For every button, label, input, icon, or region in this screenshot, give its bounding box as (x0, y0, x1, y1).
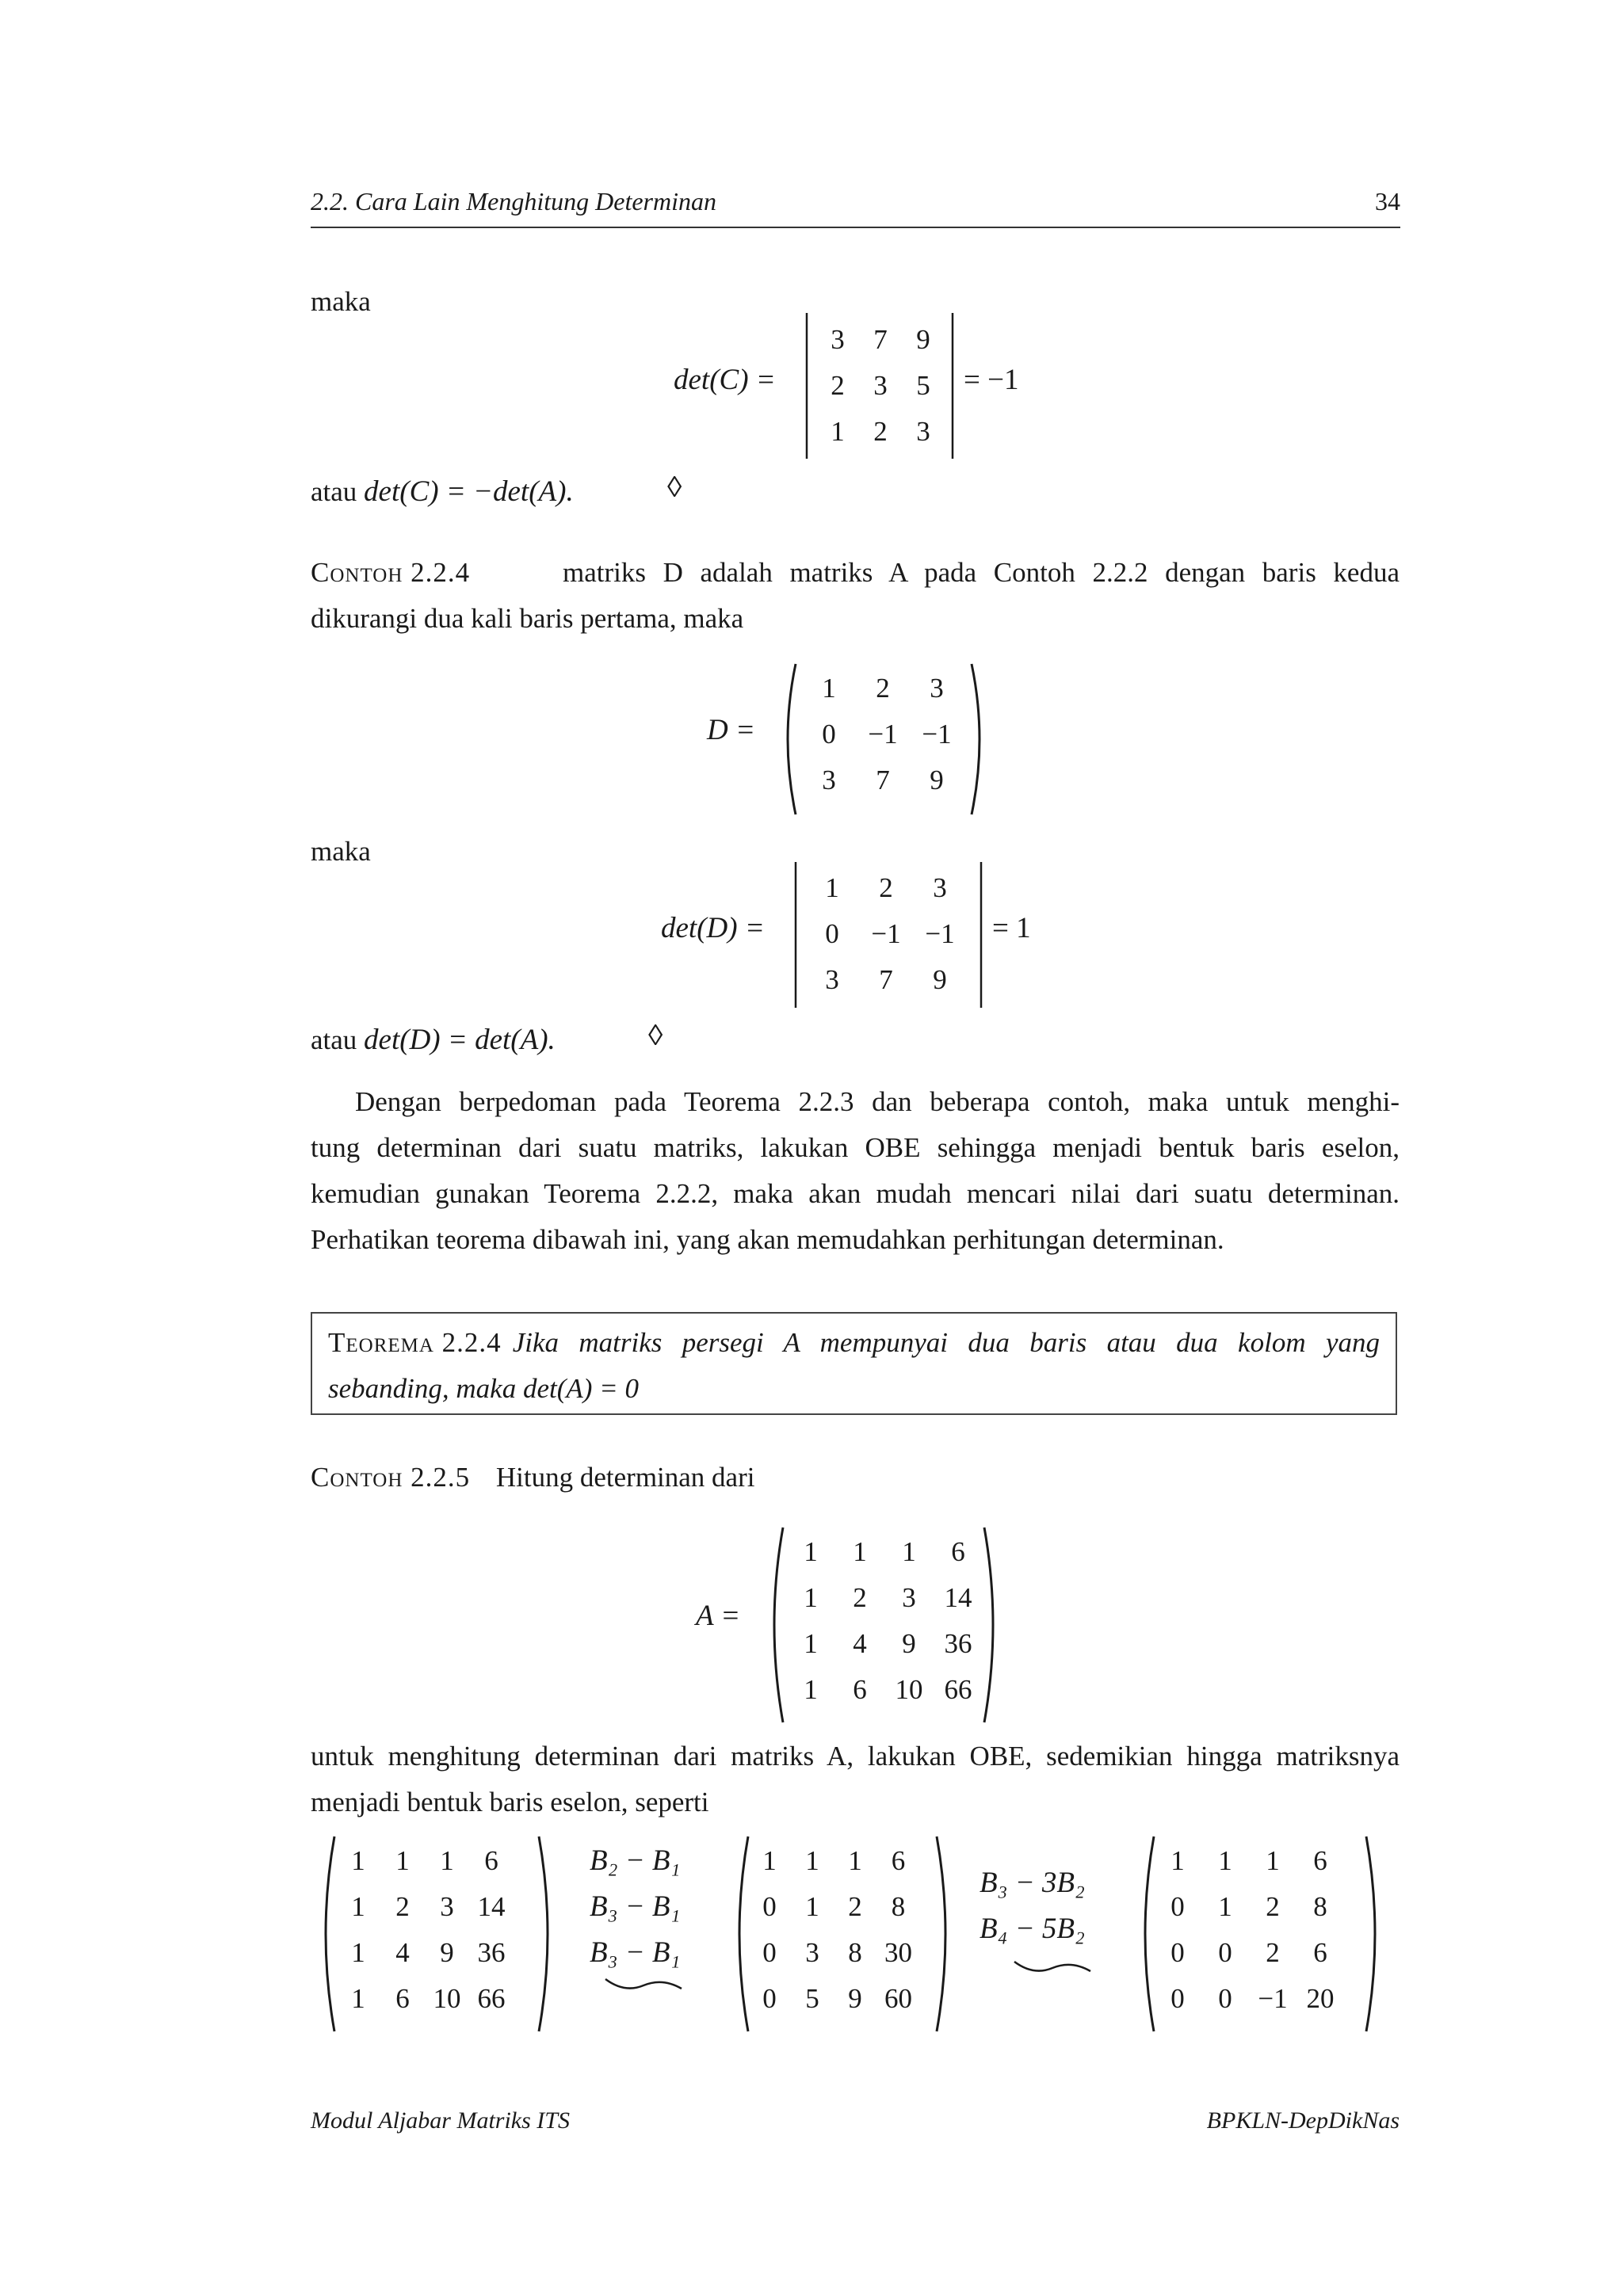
matrix-row (748, 1884, 920, 1930)
matrix-cell: 60 (884, 1983, 912, 2014)
det-c-lhs: det(C) = (674, 364, 776, 396)
matrix-cell: 6 (395, 1983, 410, 2014)
matrix-cell: 5 (916, 370, 930, 401)
matrix-cell: 1 (1266, 1845, 1280, 1876)
matrix-row (805, 911, 967, 957)
matrix-cell: 1 (805, 1891, 819, 1922)
matrix-cell: 1 (848, 1845, 862, 1876)
diamond-d: ◊ (648, 1020, 663, 1052)
matrix-cell: 9 (440, 1937, 454, 1968)
matrix-det-d (805, 865, 967, 1003)
obe-arrow-2 (1011, 1955, 1095, 1979)
matrix-cell: 6 (951, 1536, 965, 1567)
matrix-cell: 36 (944, 1628, 972, 1659)
matrix-cell: −1 (922, 719, 952, 749)
obe-matrix-2 (748, 1838, 920, 2022)
obe-op-2-1: B₃ − 3B₂ (980, 1867, 1085, 1899)
matrix-cell: 1 (902, 1536, 916, 1567)
matrix-cell: 8 (1313, 1891, 1327, 1922)
obe-text-1: untuk menghitung determinan dari matriks A, lakukan OBE, sedemikian hingga matriksnya (311, 1741, 1400, 1772)
contoh-224-line1: matriks D adalah matriks A pada Contoh 2.2.2 dengan baris kedua (563, 557, 1400, 588)
matrix-cell: 2 (1266, 1891, 1280, 1922)
matrix-row (336, 1838, 514, 1884)
matrix-cell: 6 (484, 1845, 498, 1876)
conclusion-d (311, 1017, 556, 1063)
matrix-cell: 1 (351, 1845, 365, 1876)
matrix-cell: 14 (944, 1582, 972, 1613)
matrix-row (786, 1667, 983, 1713)
matrix-cell: 1 (822, 673, 836, 704)
matrix-row (802, 666, 964, 711)
matrix-cell: 7 (876, 765, 890, 795)
matrix-cell: −1 (925, 918, 955, 949)
maka-2: maka (311, 836, 371, 867)
matrix-cell: 3 (440, 1891, 454, 1922)
matrix-cell: 1 (351, 1937, 365, 1968)
matrix-cell: 0 (822, 719, 836, 749)
matrix-cell: 1 (1218, 1891, 1232, 1922)
matrix-cell: 2 (853, 1582, 867, 1613)
matrix-cell: 3 (831, 324, 845, 355)
matrix-cell: 1 (762, 1845, 777, 1876)
teorema-box (311, 1312, 1397, 1415)
matrix-cell: 3 (825, 964, 839, 995)
matrix-row (748, 1930, 920, 1976)
matrix-cell: 1 (351, 1891, 365, 1922)
matrix-cell: 9 (848, 1983, 862, 2014)
matrix-cell: 3 (873, 370, 888, 401)
matrix-cell: 3 (805, 1937, 819, 1968)
matrix-cell: 0 (1218, 1937, 1232, 1968)
contoh-224-line2: dikurangi dua kali baris pertama, maka (311, 603, 744, 634)
section-title: 2.2. Cara Lain Menghitung Determinan (311, 187, 716, 215)
contoh-225-label: Contoh 2.2.5 (311, 1462, 471, 1493)
obe-op-1-2: B₃ − B₁ (590, 1890, 681, 1923)
matrix-cell: −1 (868, 719, 898, 749)
matrix-cell: 7 (879, 964, 893, 995)
conclusion-c-math: det(C) = −det(A). (364, 475, 574, 508)
matrix-row (802, 711, 964, 757)
matrix-cell: 6 (1313, 1937, 1327, 1968)
footer-right: BPKLN-DepDikNas (1206, 2107, 1400, 2134)
paragraph-line-4: Perhatikan teorema dibawah ini, yang akan memudahkan perhitungan determinan. (311, 1224, 1224, 1255)
matrix-cell: 9 (930, 765, 944, 795)
matrix-row (816, 363, 945, 409)
obe-op-2-2: B₄ − 5B₂ (980, 1913, 1085, 1945)
conclusion-c-prefix: atau (311, 476, 365, 507)
matrix-cell: 0 (1170, 1891, 1185, 1922)
teorema-statement-1: Jika matriks persegi A mempunyai dua baris atau dua kolom yang (512, 1327, 1380, 1358)
matrix-cell: 1 (804, 1582, 818, 1613)
conclusion-d-math: det(D) = det(A). (364, 1024, 556, 1056)
matrix-c (816, 317, 945, 455)
matrix-cell: 1 (395, 1845, 410, 1876)
matrix-cell: 1 (351, 1983, 365, 2014)
matrix-row (802, 757, 964, 803)
matrix-cell: 10 (433, 1983, 461, 2014)
matrix-cell: 0 (825, 918, 839, 949)
teorema-line-1 (328, 1320, 1380, 1366)
page-header (311, 187, 1400, 228)
matrix-cell: 4 (853, 1628, 867, 1659)
matrix-cell: 30 (884, 1937, 912, 1968)
footer-left: Modul Aljabar Matriks ITS (311, 2107, 570, 2134)
matrix-cell: 0 (762, 1937, 777, 1968)
matrix-d (802, 666, 964, 803)
matrix-cell: −1 (871, 918, 901, 949)
matrix-row (786, 1621, 983, 1667)
matrix-row (336, 1976, 514, 2022)
matrix-cell: 2 (848, 1891, 862, 1922)
matrix-row (1154, 1838, 1344, 1884)
matrix-cell: 2 (831, 370, 845, 401)
matrix-cell: 9 (933, 964, 947, 995)
matrix-row (816, 317, 945, 363)
matrix-cell: 3 (822, 765, 836, 795)
matrix-cell: 1 (804, 1628, 818, 1659)
matrix-cell: 8 (891, 1891, 906, 1922)
diamond-c: ◊ (667, 471, 682, 504)
matrix-cell: 3 (933, 872, 947, 903)
matrix-cell: 1 (825, 872, 839, 903)
matrix-cell: 2 (873, 416, 888, 447)
matrix-cell: 0 (1170, 1983, 1185, 2014)
obe-ops-1 (590, 1838, 680, 1976)
contoh-224-label (311, 550, 470, 596)
matrix-cell: 1 (1218, 1845, 1232, 1876)
contoh-224-label-text: Contoh 2.2.4 (311, 557, 471, 588)
det-c-rhs: = −1 (964, 364, 1019, 396)
page-number: 34 (1375, 187, 1400, 215)
det-d-rhs: = 1 (992, 912, 1031, 944)
matrix-cell: 0 (762, 1983, 777, 2014)
matrix-cell: 2 (1266, 1937, 1280, 1968)
matrix-cell: 1 (440, 1845, 454, 1876)
obe-ops-2 (980, 1860, 1085, 1952)
matrix-cell: 1 (804, 1674, 818, 1705)
matrix-cell: 2 (876, 673, 890, 704)
matrix-cell: 6 (891, 1845, 906, 1876)
matrix-cell: 6 (853, 1674, 867, 1705)
paragraph-line-1: Dengan berpedoman pada Teorema 2.2.3 dan beberapa contoh, maka untuk menghi- (355, 1086, 1400, 1117)
matrix-cell: 20 (1306, 1983, 1335, 2014)
contoh-225-text: Hitung determinan dari (495, 1462, 755, 1493)
matrix-cell: 6 (1313, 1845, 1327, 1876)
matrix-cell: 1 (853, 1536, 867, 1567)
paragraph-line-2: tung determinan dari suatu matriks, lakukan OBE sehingga menjadi bentuk baris eselon, (311, 1132, 1400, 1163)
matrix-row (816, 409, 945, 455)
matrix-cell: −1 (1258, 1983, 1288, 2014)
matrix-row (748, 1838, 920, 1884)
matrix-cell: 3 (902, 1582, 916, 1613)
matrix-cell: 66 (477, 1983, 506, 2014)
matrix-row (805, 957, 967, 1003)
matrix-cell: 66 (944, 1674, 972, 1705)
matrix-d-lhs: D = (707, 714, 755, 746)
matrix-row (336, 1884, 514, 1930)
matrix-a-lhs: A = (696, 1600, 741, 1632)
matrix-cell: 9 (902, 1628, 916, 1659)
teorema-statement-2: sebanding, maka det(A) = 0 (328, 1373, 640, 1404)
obe-op-1-3: B₃ − B₁ (590, 1936, 681, 1969)
obe-matrix-1 (336, 1838, 514, 2022)
matrix-cell: 1 (805, 1845, 819, 1876)
matrix-cell: 0 (762, 1891, 777, 1922)
teorema-label: Teorema 2.2.4 (328, 1327, 502, 1358)
matrix-cell: 9 (916, 324, 930, 355)
matrix-cell: 3 (916, 416, 930, 447)
matrix-cell: 14 (477, 1891, 506, 1922)
conclusion-c (311, 469, 574, 515)
obe-text-2: menjadi bentuk baris eselon, seperti (311, 1787, 709, 1817)
matrix-a (786, 1529, 983, 1713)
matrix-cell: 2 (395, 1891, 410, 1922)
matrix-cell: 10 (895, 1674, 923, 1705)
matrix-row (1154, 1976, 1344, 2022)
matrix-cell: 0 (1218, 1983, 1232, 2014)
obe-arrow-1 (602, 1973, 686, 1997)
matrix-cell: 36 (477, 1937, 506, 1968)
matrix-cell: 1 (804, 1536, 818, 1567)
matrix-cell: 7 (873, 324, 888, 355)
matrix-row (748, 1976, 920, 2022)
conclusion-d-prefix: atau (311, 1024, 365, 1055)
paragraph-line-3: kemudian gunakan Teorema 2.2.2, maka akan mudah mencari nilai dari suatu determinan. (311, 1178, 1400, 1209)
matrix-row (336, 1930, 514, 1976)
matrix-row (1154, 1930, 1344, 1976)
obe-matrix-3 (1154, 1838, 1344, 2022)
matrix-row (1154, 1884, 1344, 1930)
matrix-cell: 8 (848, 1937, 862, 1968)
matrix-cell: 3 (930, 673, 944, 704)
det-d-lhs: det(D) = (661, 912, 765, 944)
matrix-row (805, 865, 967, 911)
matrix-cell: 2 (879, 872, 893, 903)
matrix-cell: 1 (1170, 1845, 1185, 1876)
obe-op-1-1: B₂ − B₁ (590, 1844, 681, 1877)
maka-1: maka (311, 286, 371, 317)
matrix-cell: 4 (395, 1937, 410, 1968)
matrix-row (786, 1575, 983, 1621)
matrix-cell: 5 (805, 1983, 819, 2014)
matrix-row (786, 1529, 983, 1575)
contoh-225 (311, 1455, 754, 1501)
matrix-cell: 1 (831, 416, 845, 447)
matrix-cell: 0 (1170, 1937, 1185, 1968)
